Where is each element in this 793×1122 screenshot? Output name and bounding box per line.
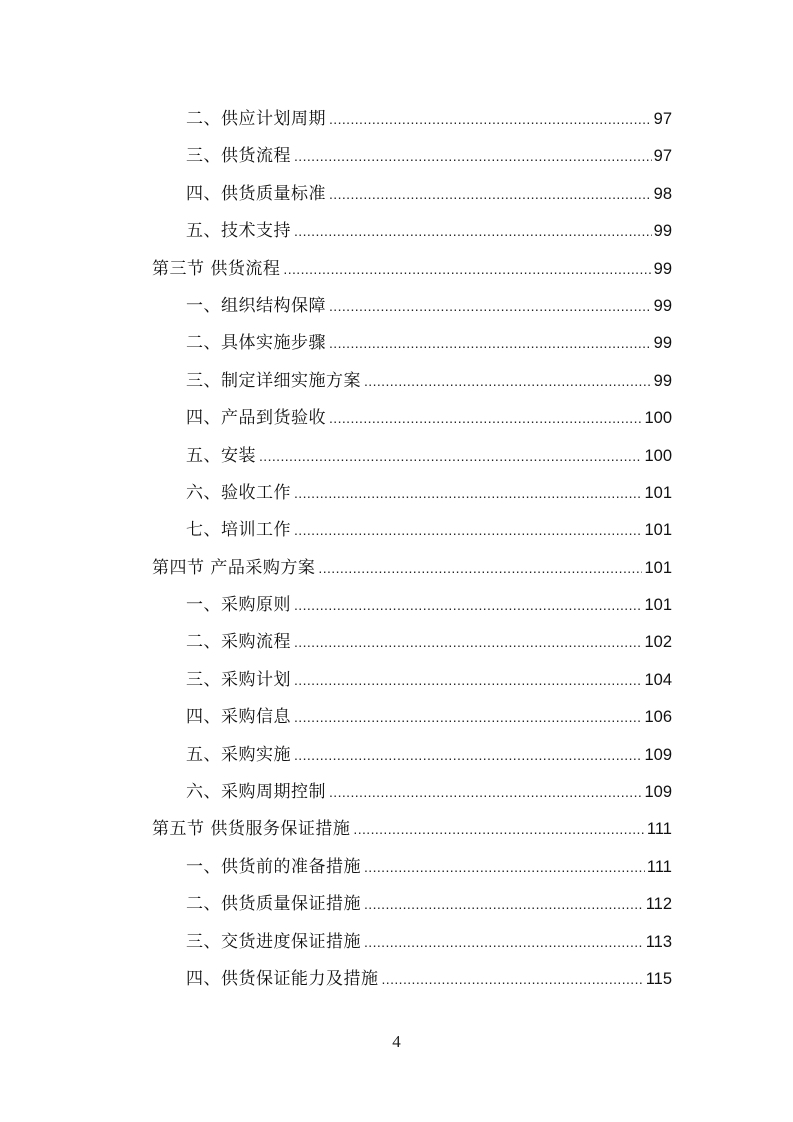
toc-dot-leader (259, 438, 642, 475)
toc-entry-page: 113 (645, 932, 672, 951)
toc-entry-title: 三、制定详细实施方案 (186, 370, 361, 391)
toc-entry-page: 100 (644, 446, 672, 465)
toc-section-entry[interactable] (152, 251, 672, 288)
toc-subsection-entry[interactable] (152, 363, 672, 400)
toc-dot-leader (329, 774, 642, 811)
toc-subsection-entry[interactable] (152, 325, 672, 362)
toc-dot-leader (329, 101, 652, 138)
toc-subsection-entry[interactable] (152, 288, 672, 325)
toc-subsection-entry[interactable] (152, 587, 672, 624)
toc-subsection-entry[interactable] (152, 924, 672, 961)
toc-subsection-entry[interactable] (152, 138, 672, 175)
toc-subsection-entry[interactable] (152, 662, 672, 699)
toc-entry-title: 五、技术支持 (186, 221, 291, 242)
toc-subsection-entry[interactable] (152, 213, 672, 250)
toc-dot-leader (364, 924, 644, 961)
toc-entry-title: 四、供货质量标准 (186, 183, 326, 204)
toc-entry-title: 三、供货流程 (186, 146, 291, 167)
toc-entry-title: 二、供应计划周期 (186, 109, 326, 129)
toc-dot-leader (329, 288, 652, 325)
page-number: 4 (392, 1032, 401, 1051)
toc-entry-page: 99 (653, 259, 672, 278)
toc-subsection-entry[interactable] (152, 400, 672, 437)
toc-dot-leader (294, 699, 642, 736)
toc-entry-title: 一、供货前的准备措施 (186, 856, 361, 877)
toc-dot-leader (364, 886, 644, 923)
toc-entry-page: 99 (653, 371, 672, 390)
toc-entry-page: 111 (646, 820, 672, 839)
toc-subsection-entry[interactable] (152, 849, 672, 886)
toc-entry-title: 四、产品到货验收 (186, 408, 326, 429)
toc-subsection-entry[interactable] (152, 961, 672, 998)
toc-dot-leader (364, 363, 652, 400)
toc-entry-title: 五、安装 (186, 445, 256, 466)
toc-entry-page: 100 (644, 409, 672, 428)
toc-entry-page: 99 (653, 334, 672, 353)
toc-entry-title: 五、采购实施 (186, 744, 291, 765)
toc-entry-title: 二、供货质量保证措施 (186, 894, 361, 915)
toc-entry-page: 99 (653, 222, 672, 241)
toc-entry-page: 101 (644, 596, 672, 615)
toc-entry-page: 97 (653, 147, 672, 166)
toc-entry-title: 四、供货保证能力及措施 (186, 968, 379, 989)
toc-entry-title: 二、采购流程 (186, 632, 291, 653)
toc-dot-leader (294, 662, 642, 699)
toc-entry-page: 102 (644, 633, 672, 652)
toc-entry-page: 115 (645, 969, 672, 988)
toc-entry-title: 七、培训工作 (186, 520, 291, 541)
toc-entry-title: 六、采购周期控制 (186, 782, 326, 803)
toc-entry-title: 第三节 供货流程 (152, 258, 281, 279)
toc-entry-title: 二、具体实施步骤 (186, 333, 326, 354)
toc-entry-page: 98 (653, 184, 672, 203)
toc-dot-leader (318, 550, 642, 587)
toc-dot-leader (382, 961, 644, 998)
toc-subsection-entry[interactable] (152, 737, 672, 774)
toc-section-entry[interactable] (152, 550, 672, 587)
table-of-contents (152, 101, 672, 998)
toc-entry-title: 四、采购信息 (186, 707, 291, 728)
toc-entry-title: 一、组织结构保障 (186, 295, 326, 316)
toc-dot-leader (329, 176, 652, 213)
toc-entry-page: 106 (644, 708, 672, 727)
toc-dot-leader (329, 325, 652, 362)
toc-dot-leader (294, 512, 642, 549)
toc-entry-title: 第五节 供货服务保证措施 (152, 819, 351, 840)
toc-dot-leader (364, 849, 645, 886)
toc-subsection-entry[interactable] (152, 774, 672, 811)
toc-subsection-entry[interactable] (152, 475, 672, 512)
toc-entry-page: 109 (644, 745, 672, 764)
toc-entry-title: 六、验收工作 (186, 482, 291, 503)
toc-entry-title: 一、采购原则 (186, 595, 291, 616)
toc-dot-leader (329, 400, 642, 437)
toc-entry-page: 101 (644, 483, 672, 502)
toc-entry-page: 111 (646, 857, 672, 876)
toc-entry-title: 第四节 产品采购方案 (152, 557, 316, 578)
toc-subsection-entry[interactable] (152, 512, 672, 549)
toc-dot-leader (294, 213, 652, 250)
toc-entry-page: 109 (644, 783, 672, 802)
toc-dot-leader (294, 138, 652, 175)
toc-dot-leader (294, 475, 642, 512)
toc-section-entry[interactable] (152, 811, 672, 848)
toc-entry-title: 三、采购计划 (186, 669, 291, 690)
toc-entry-page: 97 (653, 110, 672, 128)
toc-subsection-entry[interactable] (152, 886, 672, 923)
toc-dot-leader (294, 624, 642, 661)
toc-subsection-entry[interactable] (152, 699, 672, 736)
toc-entry-page: 104 (644, 670, 672, 689)
toc-dot-leader (283, 251, 651, 288)
toc-subsection-entry[interactable] (152, 624, 672, 661)
toc-subsection-entry[interactable] (152, 176, 672, 213)
toc-entry-page: 101 (644, 521, 672, 540)
toc-dot-leader (294, 587, 642, 624)
toc-entry-page: 112 (645, 895, 672, 914)
toc-dot-leader (294, 737, 642, 774)
toc-entry-page: 101 (644, 558, 672, 577)
toc-entry-page: 99 (653, 296, 672, 315)
toc-dot-leader (353, 811, 645, 848)
toc-subsection-entry[interactable] (152, 101, 672, 138)
toc-entry-title: 三、交货进度保证措施 (186, 931, 361, 952)
toc-subsection-entry[interactable] (152, 438, 672, 475)
